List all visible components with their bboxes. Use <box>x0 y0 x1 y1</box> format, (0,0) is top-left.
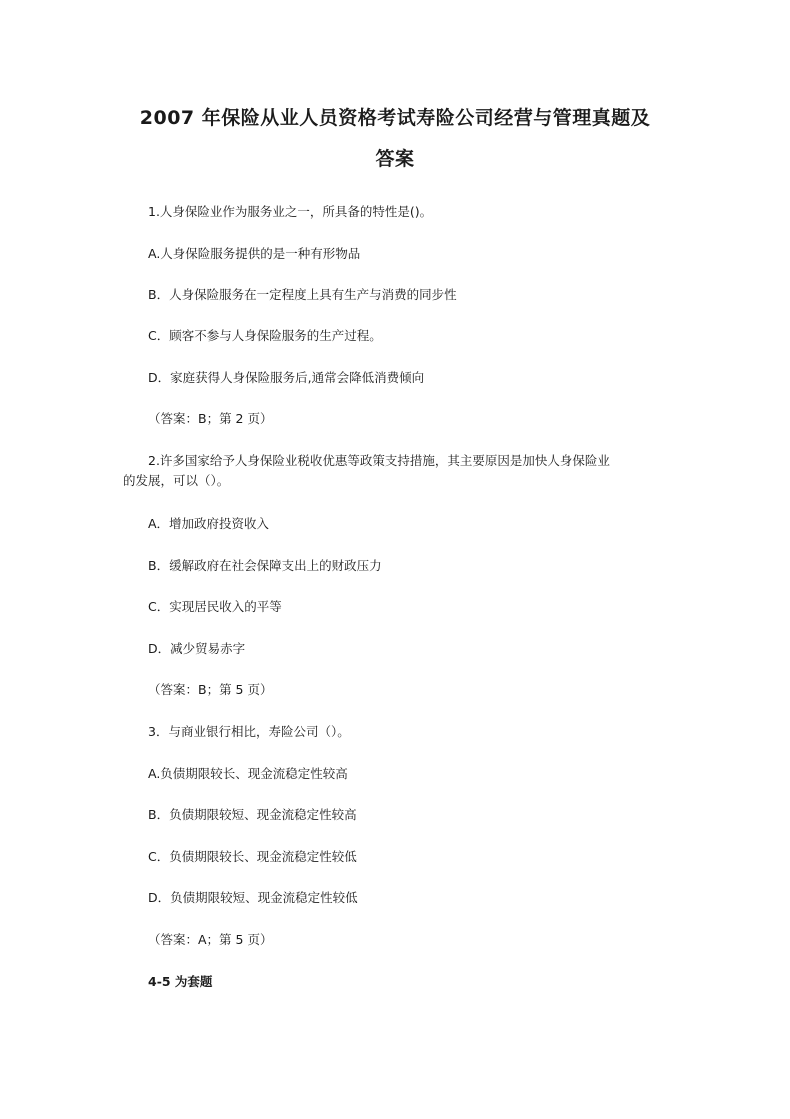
question-1-option-a: A.人身保险服务提供的是一种有形物品 <box>148 246 361 261</box>
question-3-option-a: A.负债期限较长、现金流稳定性较高 <box>148 766 348 781</box>
document-title-line2: 答案 <box>375 148 415 170</box>
question-2-option-a: A．增加政府投资收入 <box>148 516 270 531</box>
question-1-answer: （答案：B；第 2 页） <box>148 411 273 426</box>
question-2-answer: （答案：B；第 5 页） <box>148 682 273 697</box>
question-2-option-d: D．减少贸易赤字 <box>148 641 246 656</box>
question-1-option-d: D．家庭获得人身保险服务后,通常会降低消费倾向 <box>148 370 425 385</box>
question-1-stem: 1.人身保险业作为服务业之一，所具备的特性是()。 <box>148 204 433 219</box>
group-note: 4-5 为套题 <box>148 974 213 989</box>
question-2-option-b: B．缓解政府在社会保障支出上的财政压力 <box>148 558 382 573</box>
question-2-stem-line1: 2.许多国家给予人身保险业税收优惠等政策支持措施，其主要原因是加快人身保险业 <box>148 453 610 468</box>
question-3-answer: （答案：A；第 5 页） <box>148 932 273 947</box>
question-3-option-d: D．负债期限较短、现金流稳定性较低 <box>148 890 358 905</box>
question-1-option-b: B．人身保险服务在一定程度上具有生产与消费的同步性 <box>148 287 457 302</box>
question-1-option-c: C．顾客不参与人身保险服务的生产过程。 <box>148 328 382 343</box>
question-3-option-b: B．负债期限较短、现金流稳定性较高 <box>148 807 357 822</box>
question-3-option-c: C．负债期限较长、现金流稳定性较低 <box>148 849 357 864</box>
document-title-line1: 2007 年保险从业人员资格考试寿险公司经营与管理真题及 <box>139 107 651 129</box>
question-2-option-c: C．实现居民收入的平等 <box>148 599 282 614</box>
question-2-stem-line2: 的发展，可以（）。 <box>123 473 230 488</box>
question-3-stem: 3．与商业银行相比，寿险公司（）。 <box>148 724 350 739</box>
